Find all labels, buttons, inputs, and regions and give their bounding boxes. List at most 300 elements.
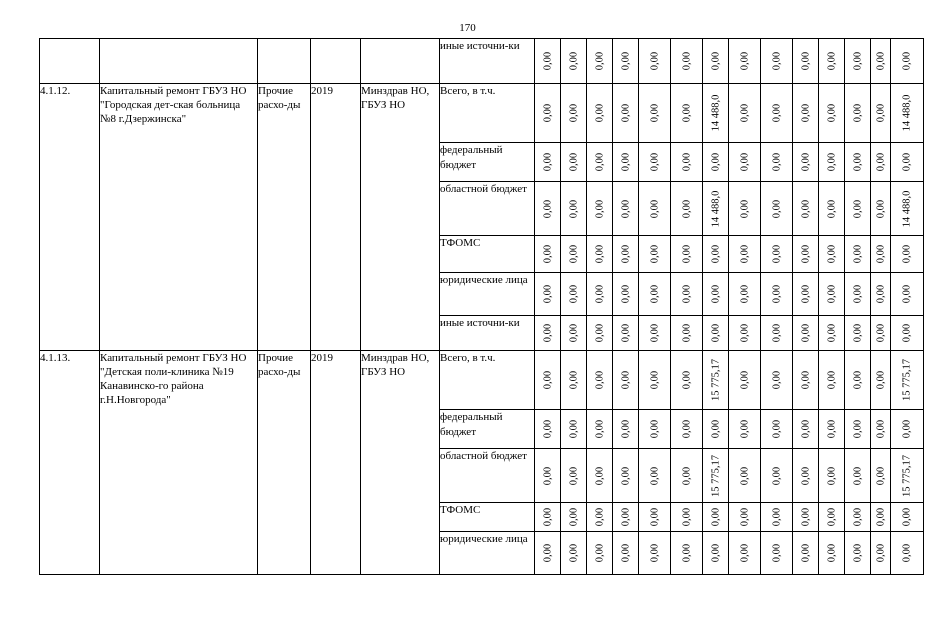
value-cell [871,503,891,532]
value-text: 0,00 [852,543,863,563]
value-text: 0,00 [649,103,660,123]
value-text: 0,00 [771,103,782,123]
value-text: 0,00 [681,244,692,264]
value-cell [703,84,729,143]
value-text: 0,00 [649,152,660,172]
value-cell [793,236,819,273]
value-text: 0,00 [852,323,863,343]
value-text: 0,00 [710,152,721,172]
value-text: 0,00 [739,244,750,264]
value-cell [561,84,587,143]
value-cell [729,532,761,575]
value-text: 0,00 [901,51,913,71]
value-text: 0,00 [594,244,605,264]
value-text: 0,00 [594,419,605,439]
value-cell [613,316,639,351]
value-cell [587,351,613,410]
value-cell [639,143,671,182]
value-text: 0,00 [739,51,750,71]
value-cell [639,182,671,236]
value-text: 0,00 [901,244,913,264]
value-cell [561,532,587,575]
value-cell [561,410,587,449]
value-cell [793,39,819,84]
value-cell [819,316,845,351]
value-cell [703,236,729,273]
value-cell [613,503,639,532]
value-text: 0,00 [568,370,579,390]
value-cell [535,84,561,143]
value-text: 0,00 [594,103,605,123]
value-text: 0,00 [594,323,605,343]
value-text: 0,00 [568,51,579,71]
value-text: 0,00 [852,370,863,390]
value-cell [845,316,871,351]
value-cell [587,503,613,532]
value-text: 0,00 [542,103,553,123]
value-text: 0,00 [875,419,886,439]
item-name: Капитальный ремонт ГБУЗ НО "Городская дет-ская больница №8 г.Дзержинска" [100,84,258,351]
value-cell [871,182,891,236]
value-cell [561,351,587,410]
value-text: 0,00 [649,244,660,264]
value-cell [845,84,871,143]
value-text: 0,00 [568,244,579,264]
value-text: 0,00 [649,199,660,218]
value-text: 0,00 [800,419,811,439]
expense-type: Прочие расхо-ды [258,84,311,351]
value-cell [671,503,703,532]
table-row [40,351,924,410]
value-cell [871,273,891,316]
value-text: 0,00 [739,370,750,390]
value-cell [845,532,871,575]
value-text: 0,00 [594,152,605,172]
value-text: 0,00 [771,199,782,218]
value-text: 0,00 [620,51,631,71]
value-cell [561,39,587,84]
table-row [40,84,924,143]
value-text: 0,00 [901,152,913,172]
value-text: 0,00 [568,284,579,304]
value-cell [703,316,729,351]
value-text: 14 488,0 [710,94,721,132]
value-cell [639,273,671,316]
value-text: 0,00 [620,103,631,123]
value-text: 0,00 [800,244,811,264]
value-cell [891,410,924,449]
value-text: 0,00 [568,466,579,485]
funding-source-cell: Всего, в т.ч. [440,84,535,143]
value-text: 0,00 [771,370,782,390]
funding-source-cell: юридические лица [440,532,535,575]
value-text: 0,00 [649,323,660,343]
value-cell [671,449,703,503]
value-text: 0,00 [901,323,913,343]
value-cell [891,351,924,410]
value-text: 0,00 [620,370,631,390]
value-cell [535,39,561,84]
value-cell [703,532,729,575]
value-cell [729,410,761,449]
value-cell [729,182,761,236]
value-text: 0,00 [739,466,750,485]
value-cell [845,503,871,532]
value-cell [671,532,703,575]
value-cell [793,449,819,503]
value-cell [819,143,845,182]
value-cell [671,236,703,273]
value-text: 0,00 [649,51,660,71]
value-cell [561,182,587,236]
funding-source-cell: ТФОМС [440,503,535,532]
value-cell [671,39,703,84]
value-cell [891,182,924,236]
value-text: 0,00 [649,543,660,563]
value-cell [871,532,891,575]
value-cell [761,143,793,182]
value-text: 0,00 [739,543,750,563]
value-text: 0,00 [826,370,837,390]
item-code: 4.1.13. [40,351,100,575]
value-text: 0,00 [568,103,579,123]
value-cell [845,273,871,316]
value-cell [891,532,924,575]
value-cell [639,410,671,449]
value-cell [891,273,924,316]
value-cell [535,143,561,182]
value-text: 14 488,0 [901,94,913,132]
value-cell [871,236,891,273]
value-text: 0,00 [826,543,837,563]
value-text: 0,00 [800,103,811,123]
value-cell [639,39,671,84]
value-text: 0,00 [620,466,631,485]
responsible-party: Минздрав НО, ГБУЗ НО [361,84,440,351]
value-text: 0,00 [739,323,750,343]
value-text: 0,00 [542,199,553,218]
value-cell [871,143,891,182]
value-text: 0,00 [826,419,837,439]
value-text: 0,00 [875,323,886,343]
value-text: 14 488,0 [710,190,721,227]
value-cell [845,410,871,449]
funding-source-cell: Всего, в т.ч. [440,351,535,410]
value-cell [871,84,891,143]
funding-source-cell: иные источни-ки [440,39,535,84]
value-cell [587,532,613,575]
value-text: 0,00 [852,507,863,527]
value-cell [535,532,561,575]
value-cell [671,143,703,182]
value-text: 0,00 [649,507,660,527]
item-year: 2019 [311,351,361,575]
value-text: 0,00 [826,103,837,123]
value-cell [561,503,587,532]
value-text: 0,00 [800,51,811,71]
value-cell [793,143,819,182]
responsible-party: Минздрав НО, ГБУЗ НО [361,351,440,575]
value-cell [761,449,793,503]
value-text: 0,00 [800,199,811,218]
value-text: 0,00 [620,244,631,264]
value-cell [793,351,819,410]
value-text: 0,00 [542,466,553,485]
empty-cell [311,39,361,84]
value-text: 0,00 [594,370,605,390]
value-text: 0,00 [710,51,721,71]
value-text: 0,00 [771,244,782,264]
value-text: 0,00 [852,199,863,218]
value-text: 0,00 [852,152,863,172]
value-cell [561,449,587,503]
value-cell [587,39,613,84]
value-text: 0,00 [594,543,605,563]
value-cell [729,236,761,273]
value-text: 0,00 [852,284,863,304]
value-text: 15 775,17 [901,359,913,401]
value-cell [761,236,793,273]
value-cell [729,143,761,182]
value-cell [613,410,639,449]
value-text: 0,00 [681,466,692,485]
value-cell [561,316,587,351]
value-cell [613,236,639,273]
value-text: 0,00 [826,466,837,485]
value-cell [729,503,761,532]
value-text: 0,00 [710,244,721,264]
value-text: 0,00 [800,370,811,390]
value-text: 0,00 [901,284,913,304]
value-text: 0,00 [875,507,886,527]
value-text: 0,00 [681,51,692,71]
value-cell [639,449,671,503]
value-cell [613,143,639,182]
value-text: 0,00 [620,199,631,218]
value-cell [535,236,561,273]
value-text: 0,00 [826,152,837,172]
value-cell [845,39,871,84]
value-text: 0,00 [852,103,863,123]
value-cell [819,532,845,575]
value-cell [891,236,924,273]
value-cell [613,182,639,236]
value-text: 0,00 [542,51,553,71]
value-cell [613,273,639,316]
value-cell [761,351,793,410]
value-text: 0,00 [852,244,863,264]
value-text: 0,00 [681,419,692,439]
value-cell [761,316,793,351]
funding-source-cell: областной бюджет [440,449,535,503]
value-cell [587,273,613,316]
value-cell [535,182,561,236]
value-text: 0,00 [620,543,631,563]
value-text: 0,00 [800,466,811,485]
value-cell [671,351,703,410]
value-text: 0,00 [875,244,886,264]
value-text: 0,00 [800,543,811,563]
item-name: Капитальный ремонт ГБУЗ НО "Детская поли-клиника №19 Канавинско-го района г.Н.Новгорода" [100,351,258,575]
value-text: 0,00 [739,152,750,172]
value-cell [819,39,845,84]
value-text: 0,00 [875,51,886,71]
value-cell [729,351,761,410]
value-cell [561,143,587,182]
value-text: 0,00 [620,152,631,172]
value-text: 0,00 [800,507,811,527]
value-text: 0,00 [649,466,660,485]
value-text: 0,00 [681,507,692,527]
value-cell [639,84,671,143]
value-cell [871,351,891,410]
value-text: 0,00 [681,284,692,304]
value-cell [819,351,845,410]
value-cell [891,316,924,351]
value-cell [587,236,613,273]
value-text: 0,00 [594,199,605,218]
value-text: 0,00 [542,323,553,343]
value-text: 0,00 [568,199,579,218]
value-cell [535,449,561,503]
value-cell [761,273,793,316]
value-text: 0,00 [771,284,782,304]
value-text: 0,00 [826,51,837,71]
value-text: 0,00 [681,152,692,172]
value-cell [871,410,891,449]
value-text: 0,00 [568,507,579,527]
value-text: 0,00 [620,284,631,304]
value-text: 0,00 [800,323,811,343]
value-cell [891,39,924,84]
value-cell [819,503,845,532]
value-text: 0,00 [649,419,660,439]
value-text: 0,00 [568,323,579,343]
value-text: 0,00 [875,199,886,218]
value-cell [871,316,891,351]
value-text: 0,00 [739,103,750,123]
value-text: 0,00 [826,323,837,343]
item-year: 2019 [311,84,361,351]
value-cell [671,182,703,236]
value-text: 0,00 [681,543,692,563]
value-cell [561,273,587,316]
funding-source-cell: иные источни-ки [440,316,535,351]
empty-cell [361,39,440,84]
empty-cell [100,39,258,84]
value-text: 14 488,0 [901,190,913,227]
value-text: 0,00 [875,152,886,172]
value-cell [891,503,924,532]
value-text: 0,00 [542,284,553,304]
value-cell [845,236,871,273]
value-cell [671,316,703,351]
value-text: 0,00 [594,466,605,485]
expense-type: Прочие расхо-ды [258,351,311,575]
funding-source-cell: федеральный бюджет [440,143,535,182]
value-text: 0,00 [542,543,553,563]
value-cell [703,410,729,449]
value-text: 0,00 [542,370,553,390]
value-cell [639,316,671,351]
value-cell [703,182,729,236]
value-cell [819,273,845,316]
value-cell [891,449,924,503]
value-text: 0,00 [681,370,692,390]
value-cell [671,84,703,143]
value-cell [703,503,729,532]
value-text: 0,00 [826,284,837,304]
value-text: 0,00 [739,284,750,304]
value-text: 0,00 [771,507,782,527]
value-text: 0,00 [710,543,721,563]
value-cell [845,449,871,503]
value-text: 0,00 [568,543,579,563]
value-cell [729,316,761,351]
table-row [40,39,924,84]
value-text: 0,00 [542,507,553,527]
value-cell [761,84,793,143]
value-text: 0,00 [710,419,721,439]
empty-cell [258,39,311,84]
budget-table [39,38,924,575]
value-text: 0,00 [800,284,811,304]
value-cell [535,351,561,410]
empty-cell [40,39,100,84]
value-cell [891,84,924,143]
value-text: 0,00 [739,199,750,218]
value-text: 0,00 [542,419,553,439]
value-text: 15 775,17 [710,359,721,401]
value-text: 0,00 [681,199,692,218]
value-text: 0,00 [771,152,782,172]
value-cell [703,39,729,84]
value-cell [535,410,561,449]
item-code: 4.1.12. [40,84,100,351]
value-text: 0,00 [826,199,837,218]
value-text: 0,00 [681,323,692,343]
value-cell [761,532,793,575]
value-cell [587,182,613,236]
value-cell [793,182,819,236]
value-cell [891,143,924,182]
value-text: 0,00 [649,284,660,304]
value-text: 0,00 [771,419,782,439]
value-cell [761,182,793,236]
value-cell [613,449,639,503]
value-cell [761,503,793,532]
funding-source-cell: юридические лица [440,273,535,316]
funding-source-cell: федеральный бюджет [440,410,535,449]
value-cell [793,273,819,316]
value-text: 0,00 [649,370,660,390]
value-text: 0,00 [771,543,782,563]
value-text: 0,00 [852,419,863,439]
funding-source-cell: областной бюджет [440,182,535,236]
value-text: 0,00 [875,543,886,563]
value-text: 0,00 [771,323,782,343]
value-cell [535,273,561,316]
value-cell [819,236,845,273]
value-cell [871,39,891,84]
value-text: 0,00 [620,323,631,343]
value-text: 0,00 [594,507,605,527]
value-cell [819,182,845,236]
value-text: 0,00 [852,466,863,485]
value-cell [729,449,761,503]
value-cell [587,143,613,182]
value-cell [819,449,845,503]
